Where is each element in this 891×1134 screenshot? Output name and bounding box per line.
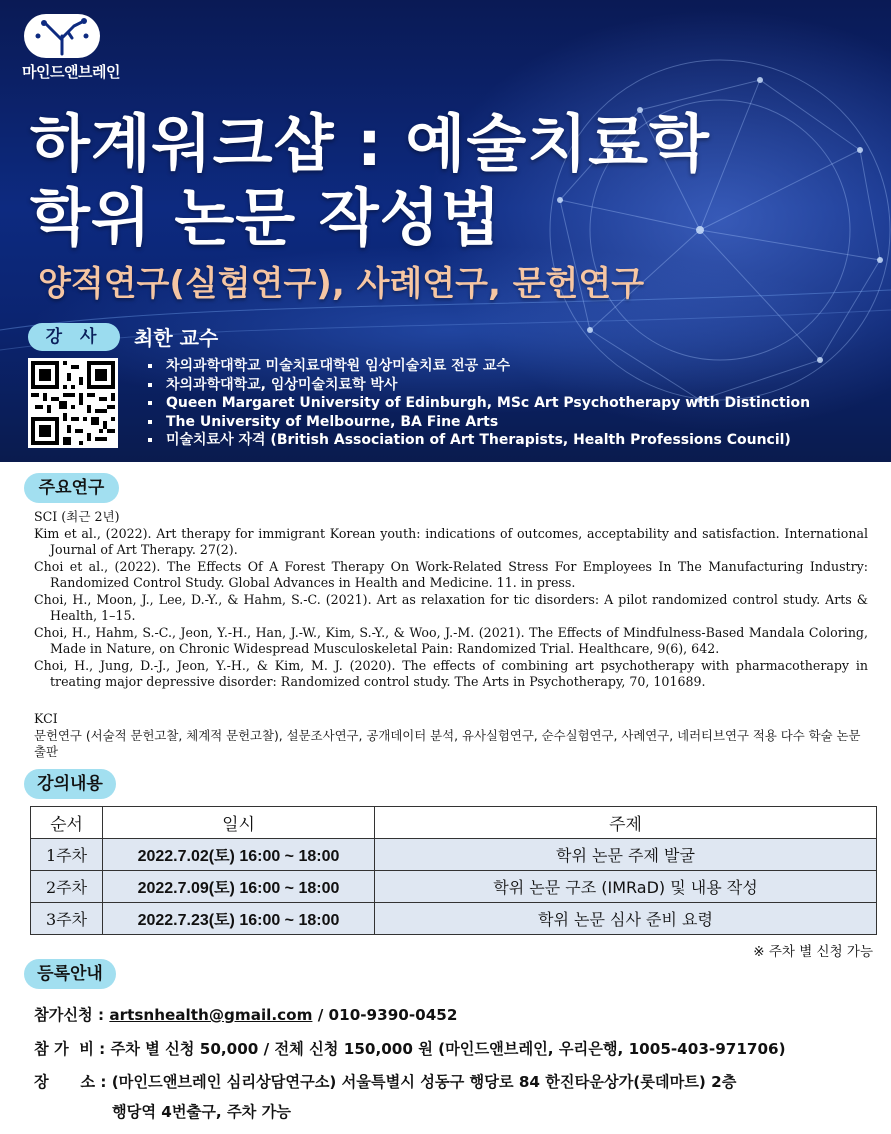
kci-heading: KCI — [34, 711, 58, 726]
tree-logo-icon — [24, 14, 100, 58]
cell-order: 1주차 — [31, 839, 103, 871]
table-header-row — [31, 807, 877, 839]
cell-topic: 학위 논문 구조 (IMRaD) 및 내용 작성 — [375, 871, 877, 903]
registration-apply — [34, 1004, 457, 1025]
lecturer-badge: 강 사 — [28, 323, 120, 351]
page-title-line2: 학위 논문 작성법 — [30, 181, 502, 254]
page-title-line1: 하계워크샵 : 예술치료학 — [30, 107, 710, 180]
reference-item: Choi, H., Hahm, S.-C., Jeon, Y.-H., Han, J.-W., Kim, S.-Y., & Woo, J.-M. (2021). The Effects of Mindfulness-Based Mandala Coloring, Made in Nature, on Chronic Widespread Musculoskeletal Pain: Randomized Trial. Healthcare, 9(6), 642. — [34, 624, 868, 656]
kci-block — [34, 711, 868, 761]
apply-label: 참가신청 : — [34, 1006, 105, 1024]
column-header: 순서 — [31, 807, 103, 839]
kci-text: 문헌연구 (서술적 문헌고찰, 체계적 문헌고찰), 설문조사연구, 공개데이터 분석, 유사실험연구, 순수실험연구, 사례연구, 네러티브연구 적용 다수 학술 논문 출판 — [34, 727, 861, 759]
logo-text: 마인드앤브레인 — [22, 63, 120, 81]
publication-list — [34, 509, 868, 691]
fee-text: 주차 별 신청 50,000 / 전체 신청 150,000 원 (마인드앤브레인, 우리은행, 1005-403-971706) — [110, 1040, 786, 1058]
place-label: 장 소 : — [34, 1073, 107, 1091]
reference-item: Kim et al., (2022). Art therapy for immigrant Korean youth: indications of outcomes, acceptability and satisfaction. International Journal of Art Therapy. 27(2). — [34, 525, 868, 557]
lecturer-name: 최한 교수 — [134, 326, 219, 350]
section-badge-registration: 등록안내 — [24, 959, 116, 989]
schedule-note: ※ 주차 별 신청 가능 — [753, 944, 873, 960]
email-link[interactable]: artsnhealth@gmail.com — [109, 1006, 313, 1024]
column-header: 주제 — [375, 807, 877, 839]
reference-item: Choi, H., Moon, J., Lee, D.-Y., & Hahm, S.-C. (2021). Art as relaxation for tic disorders: A pilot randomized control study. Arts & Health, 1–15. — [34, 591, 868, 623]
cell-order: 3주차 — [31, 903, 103, 935]
registration-fee — [34, 1038, 786, 1059]
page-subtitle: 양적연구(실험연구), 사례연구, 문헌연구 — [38, 264, 645, 304]
table-row — [31, 903, 877, 935]
credential-item: 미술치료사 자격 (British Association of Art Therapists, Health Professions Council) — [148, 431, 810, 450]
credential-item: 차의과학대학교 미술치료대학원 임상미술치료 전공 교수 — [148, 357, 810, 376]
registration-place — [34, 1071, 736, 1092]
reference-item: Choi, H., Jung, D.-J., Jeon, Y.-H., & Kim, M. J. (2020). The effects of combining art psychotherapy with pharmacotherapy in treating major depressive disorder: Randomized control study. The Arts in Psychotherapy, 70, 101689. — [34, 657, 868, 689]
registration-place-line2: 행당역 4번출구, 주차 가능 — [112, 1103, 291, 1121]
cell-date: 2022.7.02(토) 16:00 ~ 18:00 — [103, 839, 375, 871]
credential-item: The University of Melbourne, BA Fine Arts — [148, 413, 810, 432]
table-row — [31, 871, 877, 903]
fee-label: 참 가 비 : — [34, 1040, 106, 1058]
schedule-table — [30, 806, 877, 935]
place-text: (마인드앤브레인 심리상담연구소) 서울특별시 성동구 행당로 84 한진타운상가(롯데마트) 2층 — [111, 1073, 737, 1091]
cell-date: 2022.7.09(토) 16:00 ~ 18:00 — [103, 871, 375, 903]
column-header: 일시 — [103, 807, 375, 839]
credential-item: Queen Margaret University of Edinburgh, MSc Art Psychotherapy with Distinction — [148, 394, 810, 413]
hero-banner — [0, 0, 891, 462]
qr-code-icon[interactable] — [28, 358, 118, 448]
table-row — [31, 839, 877, 871]
cell-topic: 학위 논문 주제 발굴 — [375, 839, 877, 871]
cell-topic: 학위 논문 심사 준비 요령 — [375, 903, 877, 935]
credential-item: 차의과학대학교, 임상미술치료학 박사 — [148, 376, 810, 395]
credentials-list — [148, 357, 810, 450]
section-badge-research: 주요연구 — [24, 473, 119, 503]
reference-item: Choi et al., (2022). The Effects Of A Forest Therapy On Work-Related Stress For Employees In The Manufacturing Industry: Randomized Control Study. Global Advances in Health and Medicine. 11. in press. — [34, 558, 868, 590]
cell-date: 2022.7.23(토) 16:00 ~ 18:00 — [103, 903, 375, 935]
cell-order: 2주차 — [31, 871, 103, 903]
section-badge-lecture: 강의내용 — [24, 769, 116, 799]
sci-heading: SCI (최근 2년) — [34, 509, 120, 524]
apply-phone: / 010-9390-0452 — [317, 1006, 458, 1024]
brand-logo — [22, 14, 140, 82]
